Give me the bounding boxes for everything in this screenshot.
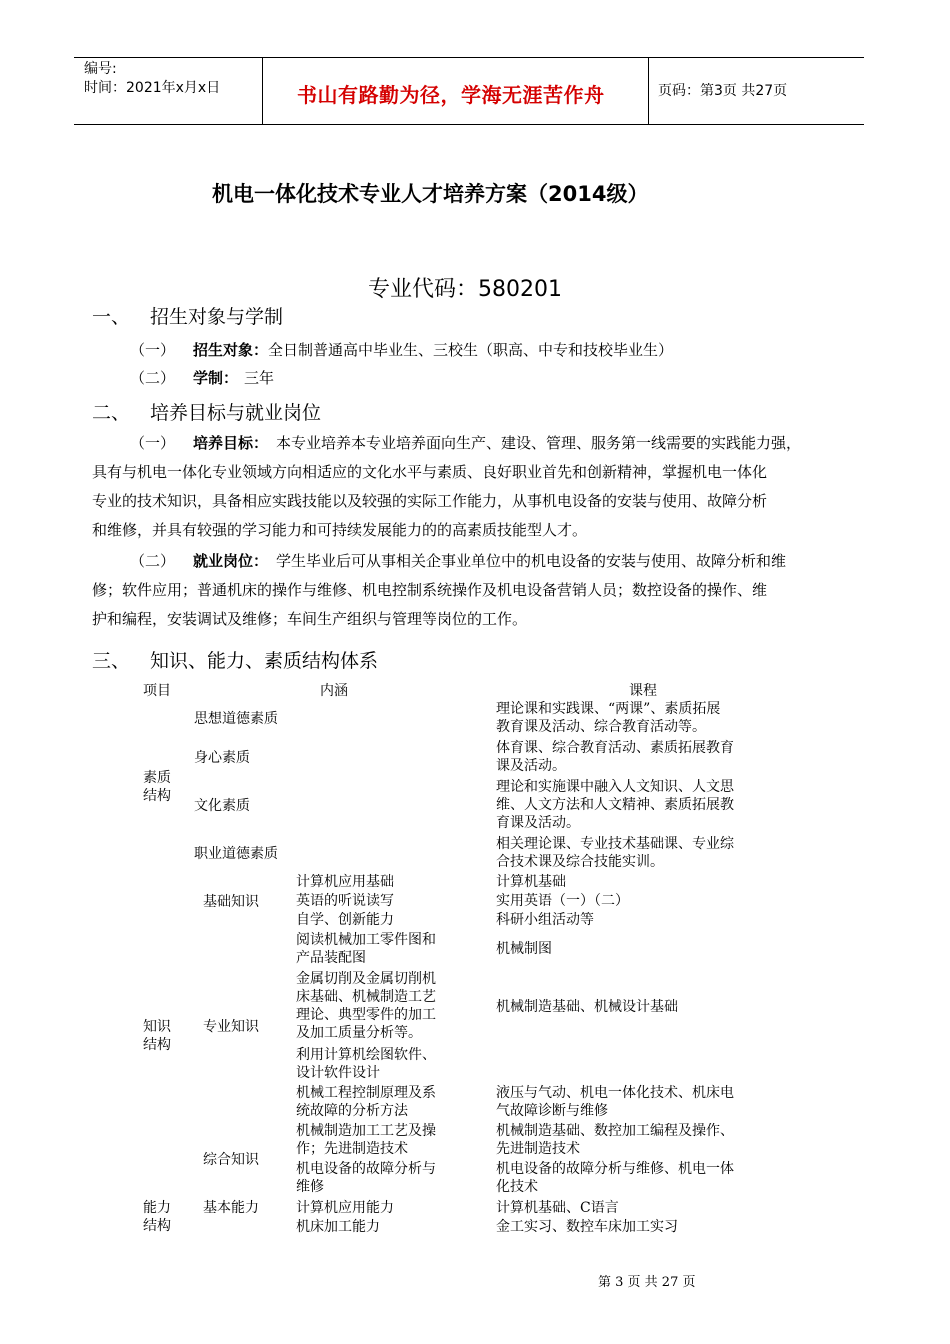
k9-content: 机电设备的故障分析与 维修 bbox=[296, 1161, 436, 1195]
row-professional-ethics-name: 职业道德素质 bbox=[194, 846, 278, 862]
k4-content: 阅读机械加工零件图和 产品装配图 bbox=[296, 932, 436, 966]
row-physical-name: 身心素质 bbox=[194, 750, 250, 766]
group-label-knowledge: 知识 结构 bbox=[143, 1019, 171, 1053]
k6-content: 利用计算机绘图软件、 设计软件设计 bbox=[296, 1047, 436, 1081]
group-label-quality: 素质 结构 bbox=[143, 770, 171, 804]
page-footer: 第 3 页 共 27 页 bbox=[598, 1275, 696, 1290]
subgroup-professional-knowledge: 专业知识 bbox=[203, 1019, 259, 1035]
k8-content: 机械制造加工工艺及操 作；先进制造技术 bbox=[296, 1123, 436, 1157]
header-number-label: 编号: bbox=[84, 61, 117, 77]
subgroup-basic-ability: 基本能力 bbox=[203, 1200, 259, 1216]
section-2-p1-number: （一） bbox=[130, 434, 176, 452]
table-header-course: 课程 bbox=[629, 683, 657, 699]
k5-course: 机械制造基础、机械设计基础 bbox=[496, 999, 678, 1015]
header-divider-left bbox=[262, 57, 263, 124]
header-page-label: 页码：第3页 共27页 bbox=[658, 83, 788, 99]
section-1-item-2-text: 三年 bbox=[244, 369, 275, 387]
section-2-p2-label: 就业岗位： bbox=[193, 552, 269, 570]
k9-course: 机电设备的故障分析与维修、机电一体 化技术 bbox=[496, 1161, 734, 1195]
document-title: 机电一体化技术专业人才培养方案（2014级） bbox=[212, 182, 649, 206]
row-physical-course: 体育课、综合教育活动、素质拓展教育 课及活动。 bbox=[496, 740, 734, 774]
row-culture-course: 理论和实施课中融入人文知识、人文思 维、人文方法和人文精神、素质拓展教 育课及活动。 bbox=[496, 779, 734, 831]
section-2-p1-label: 培养目标： bbox=[193, 434, 269, 452]
k1-course: 计算机基础 bbox=[496, 874, 566, 890]
a2-content: 机床加工能力 bbox=[296, 1219, 380, 1235]
section-1-item-2-label: 学制： bbox=[193, 369, 239, 387]
section-3-title: 知识、能力、素质结构体系 bbox=[150, 650, 379, 672]
group-label-ability: 能力 结构 bbox=[143, 1200, 171, 1234]
section-1-item-1-label: 招生对象： bbox=[193, 341, 269, 359]
header-top-rule bbox=[74, 57, 864, 58]
section-1-item-1-number: （一） bbox=[130, 341, 176, 359]
section-2-p2-line-2: 修；软件应用；普通机床的操作与维修、机电控制系统操作及机电设备营销人员；数控设备的操作、维 bbox=[92, 581, 768, 599]
k7-content: 机械工程控制原理及系 统故障的分析方法 bbox=[296, 1085, 436, 1119]
table-header-item: 项目 bbox=[143, 683, 171, 699]
table-header-content: 内涵 bbox=[320, 683, 348, 699]
major-code: 专业代码：580201 bbox=[368, 277, 562, 302]
row-ideology-name: 思想道德素质 bbox=[194, 711, 278, 727]
k3-course: 科研小组活动等 bbox=[496, 912, 594, 928]
k8-course: 机械制造基础、数控加工编程及操作、 先进制造技术 bbox=[496, 1123, 734, 1157]
section-2-p1-line-1: 本专业培养本专业培养面向生产、建设、管理、服务第一线需要的实践能力强， bbox=[276, 434, 802, 452]
section-1-number: 一、 bbox=[92, 306, 131, 328]
section-2-p1-line-4: 和维修，并具有较强的学习能力和可持续发展能力的的高素质技能型人才。 bbox=[92, 521, 588, 539]
subgroup-comprehensive-knowledge: 综合知识 bbox=[203, 1152, 259, 1168]
header-time-label: 时间：2021年x月x日 bbox=[84, 80, 221, 96]
section-2-p2-line-1: 学生毕业后可从事相关企事业单位中的机电设备的安装与使用、故障分析和维 bbox=[276, 552, 787, 570]
k7-course: 液压与气动、机电一体化技术、机床电 气故障诊断与维修 bbox=[496, 1085, 734, 1119]
k1-content: 计算机应用基础 bbox=[296, 874, 394, 890]
row-culture-name: 文化素质 bbox=[194, 798, 250, 814]
header-divider-right bbox=[648, 57, 649, 124]
k5-content: 金属切削及金属切削机 床基础、机械制造工艺 理论、典型零件的加工 及加工质量分析等。 bbox=[296, 971, 436, 1041]
k4-course: 机械制图 bbox=[496, 941, 552, 957]
section-2-p2-number: （二） bbox=[130, 552, 176, 570]
section-2-title: 培养目标与就业岗位 bbox=[150, 402, 322, 424]
header-motto: 书山有路勤为径，学海无涯苦作舟 bbox=[297, 83, 605, 107]
section-1-title: 招生对象与学制 bbox=[150, 306, 284, 328]
k3-content: 自学、创新能力 bbox=[296, 912, 394, 928]
header-bottom-rule bbox=[74, 124, 864, 125]
a1-course: 计算机基础、C语言 bbox=[496, 1200, 619, 1216]
row-ideology-course: 理论课和实践课、“两课”、素质拓展 教育课及活动、综合教育活动等。 bbox=[496, 701, 721, 735]
section-2-p1-line-3: 专业的技术知识，具备相应实践技能以及较强的实际工作能力，从事机电设备的安装与使用、故障分析 bbox=[92, 492, 768, 510]
section-2-p2-line-3: 护和编程，安装调试及维修；车间生产组织与管理等岗位的工作。 bbox=[92, 610, 528, 628]
section-2-number: 二、 bbox=[92, 402, 131, 424]
section-1-item-1-text: 全日制普通高中毕业生、三校生（职高、中专和技校毕业生） bbox=[268, 341, 674, 359]
section-2-p1-line-2: 具有与机电一体化专业领域方向相适应的文化水平与素质、良好职业首先和创新精神，掌握机电一体化 bbox=[92, 463, 768, 481]
section-3-number: 三、 bbox=[92, 650, 131, 672]
a1-content: 计算机应用能力 bbox=[296, 1200, 394, 1216]
a2-course: 金工实习、数控车床加工实习 bbox=[496, 1219, 678, 1235]
k2-content: 英语的听说读写 bbox=[296, 893, 394, 909]
section-1-item-2-number: （二） bbox=[130, 369, 176, 387]
k2-course: 实用英语（一）（二） bbox=[496, 893, 629, 909]
subgroup-basic-knowledge: 基础知识 bbox=[203, 894, 259, 910]
row-professional-ethics-course: 相关理论课、专业技术基础课、专业综 合技术课及综合技能实训。 bbox=[496, 836, 734, 870]
